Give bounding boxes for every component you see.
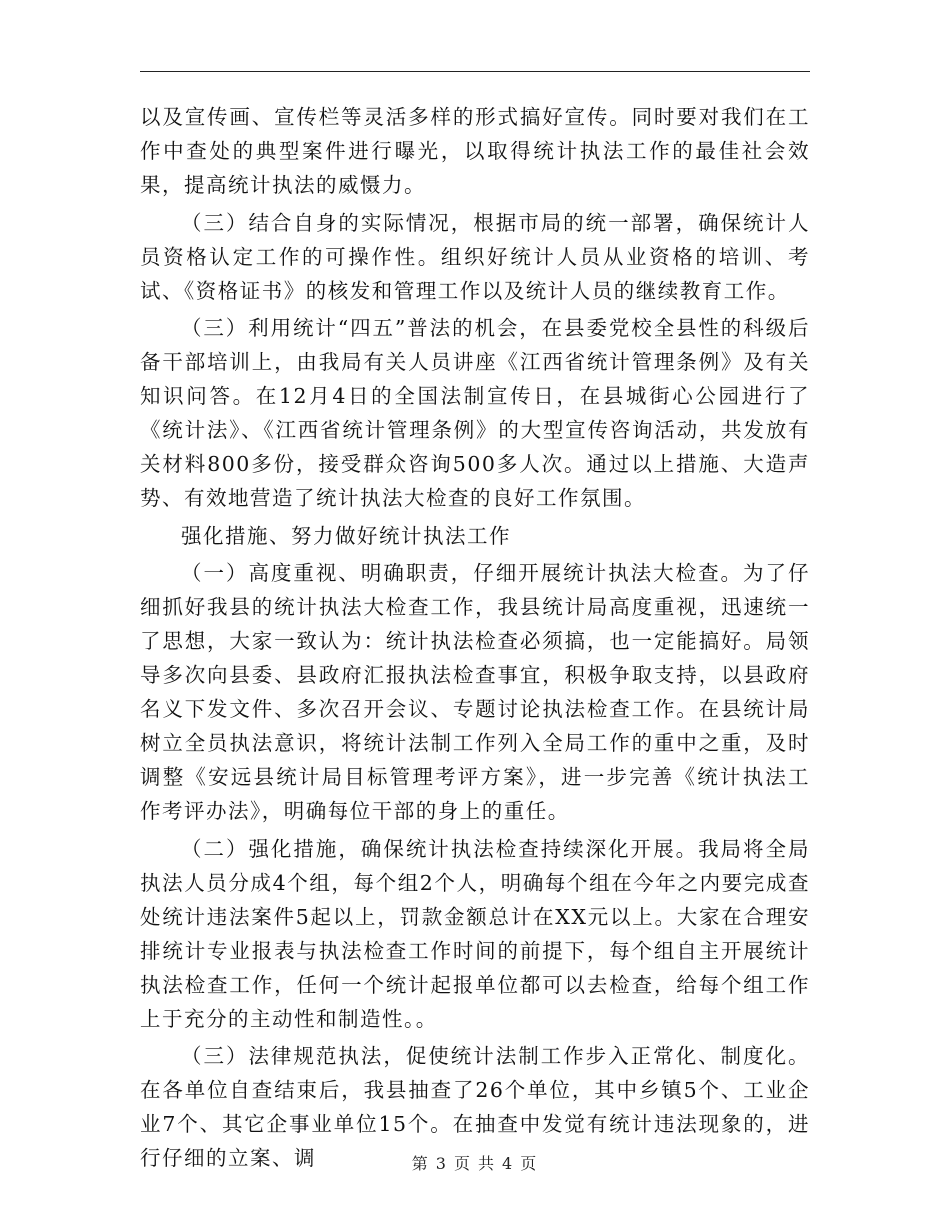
paragraph-1: 以及宣传画、宣传栏等灵活多样的形式搞好宣传。同时要对我们在工作中查处的典型案件进行曝光，以取得统计执法工作的最佳社会效果，提高统计执法的威慑力。 [140, 105, 810, 197]
current-page-number: 3 [435, 1154, 448, 1173]
paragraph-6: （二）强化措施，确保统计执法检查持续深化开展。我局将全局执法人员分成4个组，每个组2个人，明确每个组在今年之内要完成查处统计违法案件5起以上，罚款金额总计在XX元以上。大家在合理安排统计专业报表与执法检查工作时间的前提下，每个组自主开展统计执法检查工作，任何一个统计起报单位都可以去检查，给每个组工作上于充分的主动性和制造性。。 [140, 836, 810, 1031]
total-pages-number: 4 [502, 1154, 515, 1173]
paragraph-7: （三）法律规范执法，促使统计法制工作步入正常化、制度化。在各单位自查结束后，我县抽查了26个单位，其中乡镇5个、工业企业7个、其它企事业单位15个。在抽查中发觉有统计违法现象的，进行仔细的立案、调 [140, 1044, 810, 1170]
page-footer [0, 1151, 950, 1174]
footer-total-word: 共 [478, 1154, 497, 1173]
footer-prefix: 第 [411, 1154, 430, 1173]
paragraph-2: （三）结合自身的实际情况，根据市局的统一部署，确保统计人员资格认定工作的可操作性。组织好统计人员从业资格的培训、考试、《资格证书》的核发和管理工作以及统计人员的继续教育工作。 [140, 210, 810, 303]
paragraph-3: （三）利用统计“四五”普法的机会，在县委党校全县性的科级后备干部培训上，由我局有关人员讲座《江西省统计管理条例》及有关知识问答。在12月4日的全国法制宣传日，在县城街心公园进行了《统计法》、《江西省统计管理条例》的大型宣传咨询活动，共发放有关材料800多份，接受群众咨询500多人次。通过以上措施、大造声势、有效地营造了统计执法大检查的良好工作氛围。 [140, 316, 810, 510]
document-body [140, 100, 810, 1179]
header-rule [140, 71, 810, 72]
footer-page-word: 页 [453, 1154, 472, 1173]
footer-suffix: 页 [520, 1154, 539, 1173]
section-heading: 强化措施、努力做好统计执法工作 [181, 523, 511, 548]
paragraph-5: （一）高度重视、明确职责，仔细开展统计执法大检查。为了仔细抓好我县的统计执法大检查工作，我县统计局高度重视，迅速统一了思想，大家一致认为：统计执法检查必须搞，也一定能搞好。局领导多次向县委、县政府汇报执法检查事宜，积极争取支持，以县政府名义下发文件、多次召开会议、专题讨论执法检查工作。在县统计局树立全员执法意识，将统计法制工作列入全局工作的重中之重，及时调整《安远县统计局目标管理考评方案》，进一步完善《统计执法工作考评办法》，明确每位干部的身上的重任。 [140, 561, 810, 823]
